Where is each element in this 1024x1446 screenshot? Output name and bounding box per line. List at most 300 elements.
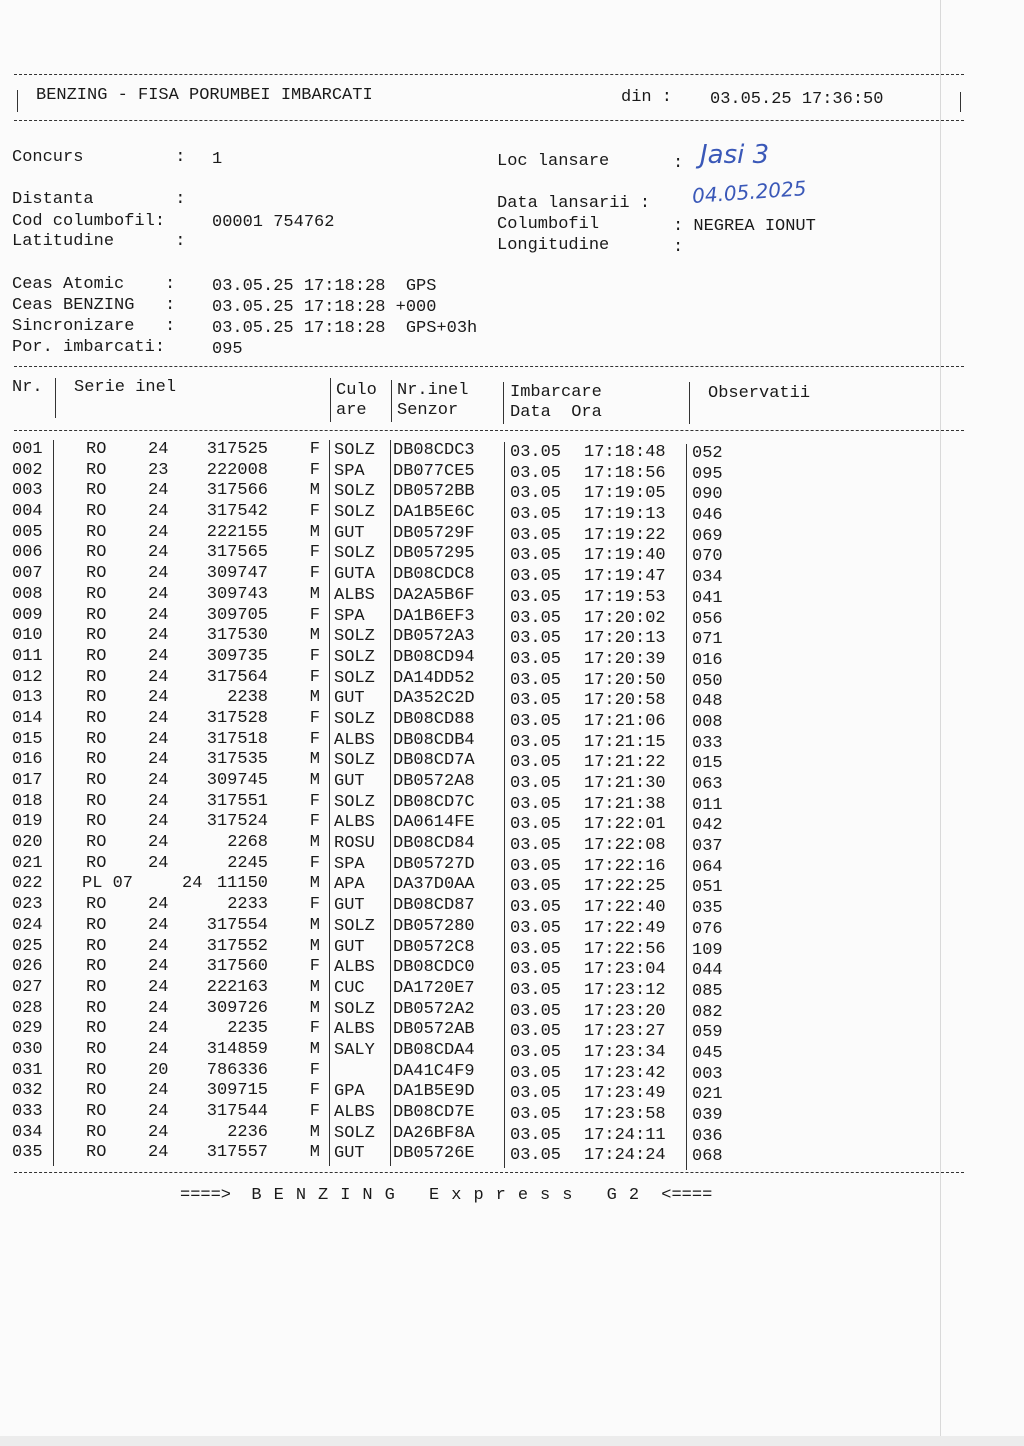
row-sex: F: [309, 543, 320, 563]
row-color: SOLZ: [334, 647, 375, 667]
row-color: SOLZ: [334, 482, 375, 502]
row-time: 17:22:16: [584, 856, 666, 876]
row-country: RO: [86, 1039, 107, 1059]
row-color: SOLZ: [334, 544, 375, 564]
row-number: 026: [12, 957, 43, 977]
row-number: 013: [12, 688, 43, 708]
row-country: RO: [86, 481, 107, 501]
table-row: [0, 771, 940, 792]
row-ring-number: 317566: [206, 481, 268, 501]
row-number: 027: [12, 977, 43, 997]
table-row: [0, 709, 940, 730]
row-time: 17:20:50: [584, 670, 666, 690]
row-ring-number: 314859: [206, 1039, 268, 1059]
row-color: ALBS: [334, 730, 375, 750]
page-edge-line: [940, 0, 941, 1446]
row-date: 03.05: [510, 608, 562, 628]
row-number: 028: [12, 998, 43, 1018]
row-observation: 035: [692, 899, 723, 919]
row-date: 03.05: [510, 1125, 562, 1145]
row-observation: 034: [692, 568, 723, 588]
row-time: 17:19:40: [584, 546, 666, 566]
row-sex: F: [309, 895, 320, 915]
row-country: RO: [86, 957, 107, 977]
row-number: 031: [12, 1060, 43, 1080]
row-sensor-ring: DB08CD87: [393, 896, 475, 916]
row-ring-number: 2238: [227, 688, 268, 708]
row-date: 03.05: [510, 649, 562, 669]
row-sensor-ring: DB0572A3: [393, 627, 475, 647]
ceas-benzing-label: Ceas BENZING :: [12, 296, 176, 315]
row-color: GUT: [334, 1144, 365, 1164]
table-row: [0, 647, 940, 668]
row-date: 03.05: [510, 1084, 562, 1104]
longitudine-label: Longitudine: [497, 236, 610, 255]
row-ring-number: 309726: [206, 998, 268, 1018]
row-number: 009: [12, 605, 43, 625]
row-year: 24: [148, 646, 169, 666]
table-row: [0, 1061, 940, 1082]
sincronizare-label: Sincronizare :: [12, 317, 176, 336]
row-observation: 070: [692, 547, 723, 567]
row-number: 011: [12, 646, 43, 666]
row-sex: F: [309, 646, 320, 666]
row-country: RO: [86, 750, 107, 770]
row-country: RO: [86, 1081, 107, 1101]
table-row: [0, 812, 940, 836]
table-header-top-rule: [14, 366, 964, 367]
row-number: 022: [12, 874, 43, 894]
row-number: 015: [12, 729, 43, 749]
table-row: [0, 833, 940, 857]
table-row: [0, 461, 940, 482]
din-value: 03.05.25 17:36:50: [710, 90, 884, 109]
row-sensor-ring: DB08CD7E: [393, 1103, 475, 1122]
row-country: RO: [86, 1122, 107, 1142]
sincronizare-value: 03.05.25 17:18:28 GPS+03h: [212, 319, 478, 338]
row-observation: 076: [692, 919, 723, 939]
row-time: 17:18:48: [584, 443, 666, 462]
row-number: 006: [12, 543, 43, 563]
row-ring-number: 317565: [206, 543, 268, 563]
row-year: 24: [148, 1039, 169, 1059]
row-number: 021: [12, 853, 43, 873]
row-country: RO: [86, 543, 107, 563]
row-number: 019: [12, 812, 43, 832]
row-date: 03.05: [510, 629, 562, 649]
row-observation: 071: [692, 630, 723, 650]
row-sex: F: [309, 460, 320, 480]
col-header-nr: Nr.: [12, 378, 43, 397]
row-date: 03.05: [510, 443, 562, 462]
row-year: 24: [148, 543, 169, 563]
col-header-observatii: Observatii: [708, 384, 811, 403]
row-date: 03.05: [510, 856, 562, 876]
row-year: 24: [148, 915, 169, 935]
row-country: RO: [86, 771, 107, 790]
row-sex: F: [309, 440, 320, 459]
row-year: 24: [148, 667, 169, 687]
row-sex: M: [309, 977, 320, 997]
row-ring-number: 222008: [206, 460, 268, 480]
row-observation: 037: [692, 837, 723, 857]
row-date: 03.05: [510, 546, 562, 566]
row-time: 17:19:13: [584, 505, 666, 525]
row-year: 24: [148, 1102, 169, 1121]
row-sensor-ring: DB08CDC0: [393, 958, 475, 978]
row-ring-number: 786336: [206, 1060, 268, 1080]
row-time: 17:20:39: [584, 649, 666, 669]
row-year: 24: [148, 1143, 169, 1163]
row-sensor-ring: DB08CDA4: [393, 1040, 475, 1060]
row-sensor-ring: DB08CD94: [393, 647, 475, 667]
row-observation: 011: [692, 795, 723, 815]
col-header-culo-1: Culo: [336, 381, 377, 400]
row-date: 03.05: [510, 670, 562, 690]
row-observation: 036: [692, 1126, 723, 1146]
row-number: 007: [12, 564, 43, 584]
row-observation: 085: [692, 981, 723, 1001]
row-number: 010: [12, 626, 43, 646]
row-number: 020: [12, 833, 43, 853]
row-sex: F: [309, 812, 320, 832]
row-color: SOLZ: [334, 441, 375, 460]
row-observation: 068: [692, 1147, 723, 1167]
row-time: 17:23:49: [584, 1084, 666, 1104]
row-sex: M: [309, 936, 320, 956]
row-number: 014: [12, 708, 43, 728]
table-row: [0, 1123, 940, 1144]
row-color: ROSU: [334, 834, 375, 854]
row-year: 24: [182, 874, 203, 894]
row-time: 17:22:56: [584, 939, 666, 959]
table-row: [0, 916, 940, 937]
row-country: PL 07: [82, 874, 134, 894]
row-ring-number: 2236: [227, 1122, 268, 1142]
footer-left-arrow: ====>: [180, 1186, 232, 1205]
row-sex: M: [309, 833, 320, 853]
row-year: 24: [148, 584, 169, 604]
concurs-label: Concurs :: [12, 148, 186, 167]
row-year: 24: [148, 605, 169, 625]
row-year: 20: [148, 1060, 169, 1080]
row-sex: F: [309, 1019, 320, 1039]
row-ring-number: 317557: [206, 1143, 268, 1163]
row-ring-number: 11150: [216, 874, 268, 894]
row-year: 24: [148, 522, 169, 542]
table-row: [0, 957, 940, 981]
table-row: [0, 1143, 940, 1167]
row-time: 17:22:40: [584, 898, 666, 918]
row-date: 03.05: [510, 484, 562, 504]
ceas-atomic-value: 03.05.25 17:18:28 GPS: [212, 277, 437, 296]
row-observation: 045: [692, 1043, 723, 1063]
row-time: 17:22:01: [584, 815, 666, 835]
por-imbarcati-value: 095: [212, 340, 243, 359]
table-row: [0, 606, 940, 627]
row-sex: M: [309, 874, 320, 894]
longitudine-colon: :: [673, 238, 684, 257]
row-number: 023: [12, 895, 43, 915]
row-date: 03.05: [510, 815, 562, 835]
row-sensor-ring: DA37D0AA: [393, 875, 475, 895]
row-sensor-ring: DB077CE5: [393, 461, 475, 481]
row-sensor-ring: DA1B5E6C: [393, 503, 475, 523]
row-country: RO: [86, 729, 107, 749]
row-observation: 056: [692, 609, 723, 629]
row-year: 24: [148, 812, 169, 832]
table-row: [0, 1102, 940, 1123]
row-country: RO: [86, 1143, 107, 1163]
row-ring-number: 317524: [206, 812, 268, 832]
row-sex: M: [309, 1122, 320, 1142]
row-year: 24: [148, 626, 169, 646]
row-date: 03.05: [510, 463, 562, 483]
row-sensor-ring: DA14DD52: [393, 668, 475, 688]
row-observation: 082: [692, 1002, 723, 1022]
row-sensor-ring: DB08CD88: [393, 709, 475, 729]
cod-value: 00001 754762: [212, 213, 335, 232]
row-year: 24: [148, 688, 169, 708]
por-imbarcati-label: Por. imbarcati:: [12, 338, 166, 357]
row-date: 03.05: [510, 525, 562, 545]
row-number: 025: [12, 936, 43, 956]
row-sex: F: [309, 791, 320, 811]
row-date: 03.05: [510, 898, 562, 918]
row-number: 029: [12, 1019, 43, 1039]
row-color: GUT: [334, 772, 365, 791]
header-separator: [391, 380, 392, 422]
footer-right-arrow: <====: [661, 1186, 713, 1205]
table-row: [0, 585, 940, 606]
row-time: 17:20:13: [584, 629, 666, 649]
table-row: [0, 1040, 940, 1061]
col-header-serie: Serie inel: [74, 378, 177, 397]
row-sensor-ring: DA2A5B6F: [393, 585, 475, 605]
row-color: SPA: [334, 606, 365, 626]
row-sensor-ring: DA26BF8A: [393, 1123, 475, 1143]
row-observation: 109: [692, 940, 723, 960]
row-time: 17:23:04: [584, 960, 666, 980]
row-sensor-ring: DA1B6EF3: [393, 606, 475, 626]
row-sensor-ring: DB08CDC8: [393, 565, 475, 585]
row-time: 17:23:34: [584, 1042, 666, 1062]
row-year: 24: [148, 1122, 169, 1142]
row-number: 018: [12, 791, 43, 811]
row-color: SOLZ: [334, 668, 375, 688]
row-time: 17:23:42: [584, 1063, 666, 1083]
row-country: RO: [86, 915, 107, 935]
row-number: 001: [12, 440, 43, 459]
row-time: 17:21:15: [584, 732, 666, 752]
row-country: RO: [86, 791, 107, 811]
row-year: 24: [148, 564, 169, 584]
row-country: RO: [86, 646, 107, 666]
row-country: RO: [86, 1102, 107, 1121]
row-date: 03.05: [510, 732, 562, 752]
row-time: 17:20:58: [584, 691, 666, 711]
row-ring-number: 309735: [206, 646, 268, 666]
row-color: GUT: [334, 689, 365, 709]
row-ring-number: 317552: [206, 936, 268, 956]
row-date: 03.05: [510, 918, 562, 938]
table-row: [0, 730, 940, 751]
row-country: RO: [86, 584, 107, 604]
row-observation: 021: [692, 1085, 723, 1105]
row-ring-number: 317542: [206, 502, 268, 522]
row-date: 03.05: [510, 836, 562, 856]
row-color: SOLZ: [334, 627, 375, 647]
din-label: din :: [621, 88, 673, 107]
row-ring-number: 317528: [206, 708, 268, 728]
row-time: 17:20:02: [584, 608, 666, 628]
pigeon-table-body: [0, 440, 940, 1167]
row-ring-number: 222155: [206, 522, 268, 542]
row-color: ALBS: [334, 585, 375, 605]
row-date: 03.05: [510, 691, 562, 711]
row-color: GUT: [334, 937, 365, 957]
row-sensor-ring: DB0572AB: [393, 1020, 475, 1040]
row-country: RO: [86, 1060, 107, 1080]
row-number: 024: [12, 915, 43, 935]
row-sex: F: [309, 708, 320, 728]
row-ring-number: 309743: [206, 584, 268, 604]
row-date: 03.05: [510, 505, 562, 525]
row-color: SPA: [334, 854, 365, 874]
row-time: 17:23:27: [584, 1022, 666, 1042]
row-observation: 008: [692, 712, 723, 732]
row-sensor-ring: DB05726E: [393, 1144, 475, 1164]
row-country: RO: [86, 667, 107, 687]
row-country: RO: [86, 895, 107, 915]
row-country: RO: [86, 522, 107, 542]
row-time: 17:22:25: [584, 877, 666, 897]
row-sensor-ring: DB05727D: [393, 854, 475, 874]
row-sensor-ring: DA1B5E9D: [393, 1082, 475, 1102]
row-date: 03.05: [510, 567, 562, 587]
row-date: 03.05: [510, 753, 562, 773]
row-ring-number: 309705: [206, 605, 268, 625]
row-ring-number: 2245: [227, 853, 268, 873]
row-ring-number: 317560: [206, 957, 268, 977]
row-color: SOLZ: [334, 709, 375, 729]
row-color: CUC: [334, 978, 365, 998]
row-sex: M: [309, 688, 320, 708]
row-ring-number: 2268: [227, 833, 268, 853]
report-title: BENZING - FISA PORUMBEI IMBARCATI: [36, 86, 373, 105]
row-date: 03.05: [510, 794, 562, 814]
row-ring-number: 317544: [206, 1102, 268, 1121]
row-color: APA: [334, 875, 365, 895]
row-observation: 039: [692, 1106, 723, 1125]
row-sex: M: [309, 626, 320, 646]
row-year: 23: [148, 460, 169, 480]
row-sensor-ring: DA0614FE: [393, 813, 475, 833]
row-sex: F: [309, 1081, 320, 1101]
row-color: SALY: [334, 1040, 375, 1060]
row-color: ALBS: [334, 958, 375, 978]
table-row: [0, 999, 940, 1020]
row-time: 17:19:22: [584, 525, 666, 545]
row-time: 17:23:20: [584, 1001, 666, 1021]
row-sex: M: [309, 481, 320, 501]
row-observation: 016: [692, 650, 723, 670]
row-observation: 003: [692, 1064, 723, 1084]
row-time: 17:24:24: [584, 1146, 666, 1166]
row-time: 17:23:12: [584, 980, 666, 1000]
row-year: 24: [148, 998, 169, 1018]
row-ring-number: 317551: [206, 791, 268, 811]
row-year: 24: [148, 1019, 169, 1039]
row-number: 032: [12, 1081, 43, 1101]
row-ring-number: 317535: [206, 750, 268, 770]
row-year: 24: [148, 1081, 169, 1101]
header-bottom-rule: [14, 120, 964, 121]
page-bottom-edge: [0, 1436, 1024, 1446]
row-ring-number: 317530: [206, 626, 268, 646]
row-sensor-ring: DB0572C8: [393, 937, 475, 957]
row-time: 17:24:11: [584, 1125, 666, 1145]
row-sensor-ring: DB08CD7A: [393, 751, 475, 771]
row-year: 24: [148, 771, 169, 790]
col-header-ring-1: Nr.inel: [397, 381, 469, 400]
row-time: 17:19:47: [584, 567, 666, 587]
row-country: RO: [86, 977, 107, 997]
row-color: SOLZ: [334, 751, 375, 771]
row-ring-number: 317525: [206, 440, 268, 459]
row-number: 012: [12, 667, 43, 687]
row-observation: 050: [692, 671, 723, 691]
table-row: [0, 1081, 940, 1105]
row-date: 03.05: [510, 587, 562, 607]
row-color: SOLZ: [334, 999, 375, 1019]
row-observation: 041: [692, 588, 723, 608]
row-country: RO: [86, 502, 107, 522]
row-sex: F: [309, 502, 320, 522]
table-row: [0, 481, 940, 505]
row-ring-number: 309715: [206, 1081, 268, 1101]
row-color: GUTA: [334, 565, 375, 585]
row-sensor-ring: DB08CDC3: [393, 441, 475, 460]
header-top-rule: [14, 74, 964, 75]
row-ring-number: 309745: [206, 771, 268, 790]
table-row: [0, 792, 940, 813]
col-header-ring-2: Senzor: [397, 401, 459, 420]
row-number: 017: [12, 771, 43, 790]
ceas-atomic-label: Ceas Atomic :: [12, 275, 176, 294]
row-country: RO: [86, 936, 107, 956]
row-country: RO: [86, 998, 107, 1018]
row-number: 005: [12, 522, 43, 542]
table-header-bottom-rule: [14, 430, 964, 431]
footer-text: BENZING Express G2: [251, 1186, 652, 1205]
row-observation: 048: [692, 692, 723, 712]
header-separator: [689, 382, 690, 424]
row-color: ALBS: [334, 1103, 375, 1122]
row-time: 17:21:30: [584, 774, 666, 793]
row-number: 008: [12, 584, 43, 604]
row-country: RO: [86, 833, 107, 853]
row-date: 03.05: [510, 1063, 562, 1083]
row-color: ALBS: [334, 813, 375, 833]
table-row: [0, 668, 940, 689]
table-row: [0, 854, 940, 875]
row-country: RO: [86, 812, 107, 832]
row-sensor-ring: DA41C4F9: [393, 1061, 475, 1081]
loc-label: Loc lansare: [497, 152, 610, 171]
row-date: 03.05: [510, 877, 562, 897]
header-separator: [503, 382, 504, 424]
